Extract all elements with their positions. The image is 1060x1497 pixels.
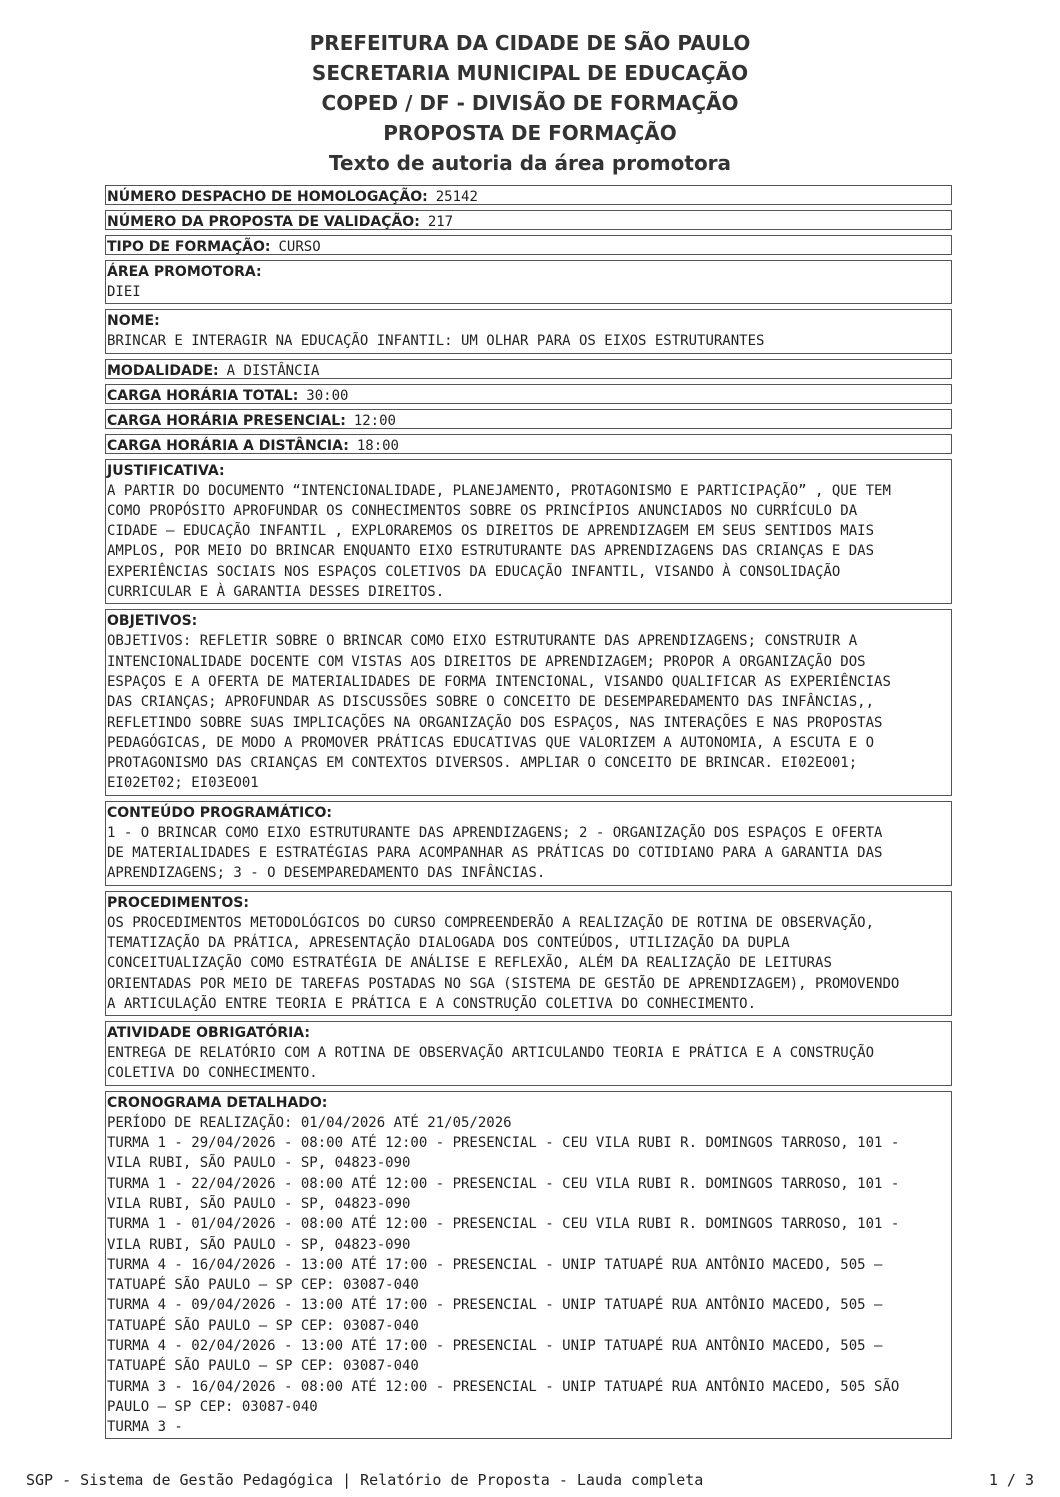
field-value: 1 - O BRINCAR COMO EIXO ESTRUTURANTE DAS APRENDIZAGENS; 2 - ORGANIZAÇÃO DOS ESPAÇOS E OFERTA DE MATERIALIDADES E ESTRATÉGIAS PARA ACOMPANHAR AS PRÁTICAS DO COTIDIANO PARA A GARANTIA DAS APRENDIZAGENS; 3 - O DESEMPAREDAMENTO DAS INFÂNCIAS. bbox=[107, 824, 883, 882]
field-justificativa bbox=[105, 459, 952, 605]
field-label: CONTEÚDO PROGRAMÁTICO: bbox=[107, 804, 333, 821]
field-value: OS PROCEDIMENTOS METODOLÓGICOS DO CURSO COMPREENDERÃO A REALIZAÇÃO DE ROTINA DE OBSERVAÇÃO, TEMATIZAÇÃO DA PRÁTICA, APRESENTAÇÃO DIALOGADA DOS CONTEÚDOS, UTILIZAÇÃO DA DUPLA CONCEITUALIZAÇÃO COMO ESTRATÉGIA DE ANÁLISE E REFLEXÃO, ALÉM DA REALIZAÇÃO DE LEITURAS ORIENTADAS POR MEIO DE TAREFAS POSTADAS NO SGA (SISTEMA DE GESTÃO DE APRENDIZAGEM), PROMOVENDO A ARTICULAÇÃO ENTRE TEORIA E PRÁTICA E A CONSTRUÇÃO COLETIVA DO CONHECIMENTO. bbox=[107, 914, 900, 1012]
header-prefeitura: PREFEITURA DA CIDADE DE SÃO PAULO bbox=[309, 31, 751, 55]
field-label: ATIVIDADE OBRIGATÓRIA: bbox=[107, 1025, 310, 1042]
field-carga-presencial bbox=[105, 409, 952, 429]
field-value: 25142 bbox=[435, 189, 478, 205]
field-label: ÁREA PROMOTORA: bbox=[107, 264, 262, 280]
header-secretaria: SECRETARIA MUNICIPAL DE EDUCAÇÃO bbox=[311, 61, 749, 85]
field-value: 12:00 bbox=[353, 412, 396, 429]
field-label: CRONOGRAMA DETALHADO: bbox=[107, 1094, 328, 1111]
field-conteudo bbox=[105, 801, 952, 886]
field-area bbox=[105, 260, 952, 304]
field-value: ENTREGA DE RELATÓRIO COM A ROTINA DE OBSERVAÇÃO ARTICULANDO TEORIA E PRÁTICA E A CONSTRUÇÃO COLETIVA DO CONHECIMENTO. bbox=[107, 1045, 875, 1082]
field-carga-distancia bbox=[105, 434, 952, 454]
field-value: PERÍODO DE REALIZAÇÃO: 01/04/2026 ATÉ 21/05/2026 TURMA 1 - 29/04/2026 - 08:00 ATÉ 12:00 - PRESENCIAL - CEU VILA RUBI R. DOMINGOS TARROSO, 101 - VILA RUBI, SÃO PAULO - SP, 04823-090 TURMA 1 - 22/04/2026 - 08:00 ATÉ 12:00 - PRESENCIAL - CEU VILA RUBI R. DOMINGOS TARROSO, 101 - VILA RUBI, SÃO PAULO - SP, 04823-090 TURMA 1 - 01/04/2026 - 08:00 ATÉ 12:00 - PRESENCIAL - CEU VILA RUBI R. DOMINGOS TARROSO, 101 - VILA RUBI, SÃO PAULO - SP, 04823-090 TURMA 4 - 16/04/2026 - 13:00 ATÉ 17:00 - PRESENCIAL - UNIP TATUAPÉ RUA ANTÔNIO MACEDO, 505 – TATUAPÉ SÃO PAULO – SP CEP: 03087-040 TURMA 4 - 09/04/2026 - 13:00 ATÉ 17:00 - PRESENCIAL - UNIP TATUAPÉ RUA ANTÔNIO MACEDO, 505 – TATUAPÉ SÃO PAULO – SP CEP: 03087-040 TURMA 4 - 02/04/2026 - 13:00 ATÉ 17:00 - PRESENCIAL - UNIP TATUAPÉ RUA ANTÔNIO MACEDO, 505 – TATUAPÉ SÃO PAULO – SP CEP: 03087-040 TURMA 3 - 16/04/2026 - 08:00 ATÉ 12:00 - PRESENCIAL - UNIP TATUAPÉ RUA ANTÔNIO MACEDO, 505 SÃO PAULO – SP CEP: 03087-040 TURMA 3 - bbox=[107, 1114, 900, 1436]
field-atividade bbox=[105, 1021, 952, 1086]
page-footer bbox=[26, 1471, 1034, 1489]
field-despacho bbox=[105, 185, 952, 205]
field-label: OBJETIVOS: bbox=[107, 613, 198, 630]
page-number: 1 / 3 bbox=[988, 1471, 1034, 1489]
field-value: 30:00 bbox=[306, 387, 349, 404]
field-label: NÚMERO DA PROPOSTA DE VALIDAÇÃO: bbox=[107, 214, 420, 230]
field-value: DIEI bbox=[107, 284, 141, 300]
field-value: A PARTIR DO DOCUMENTO “INTENCIONALIDADE, PLANEJAMENTO, PROTAGONISMO E PARTICIPAÇÃO” , QUE TEM COMO PROPÓSITO APROFUNDAR OS CONHECIMENTOS SOBRE OS PRINCÍPIOS ANUNCIADOS NO CURRÍCULO DA CIDADE – EDUCAÇÃO INFANTIL , EXPLORAREMOS OS DIREITOS DE APRENDIZAGEM EM SEUS SENTIDOS MAIS AMPLOS, POR MEIO DO BRINCAR ENQUANTO EIXO ESTRUTURANTE DAS APRENDIZAGENS DAS CRIANÇAS E DAS EXPERIÊNCIAS SOCIAIS NOS ESPAÇOS COLETIVOS DA EDUCAÇÃO INFANTIL, VISANDO À CONSOLIDAÇÃO CURRICULAR E À GARANTIA DESSES DIREITOS. bbox=[107, 482, 891, 601]
field-value: CURSO bbox=[278, 239, 321, 255]
field-value: OBJETIVOS: REFLETIR SOBRE O BRINCAR COMO EIXO ESTRUTURANTE DAS APRENDIZAGENS; CONSTRUIR A INTENCIONALIDADE DOCENTE COM VISTAS AOS DIREITOS DE APRENDIZAGEM; PROPOR A ORGANIZAÇÃO DOS ESPAÇOS E A OFERTA DE MATERIALIDADES DE FORMA INTENCIONAL, VISANDO QUALIFICAR AS EXPERIÊNCIAS DAS CRIANÇAS; APROFUNDAR AS DISCUSSÕES SOBRE O CONCEITO DE DESEMPAREDAMENTO DAS INFÂNCIAS,, REFLETINDO SOBRE SUAS IMPLICAÇÕES NA ORGANIZAÇÃO DOS ESPAÇOS, NAS INTERAÇÕES E NAS PROPOSTAS PEDAGÓGICAS, DE MODO A PROMOVER PRÁTICAS EDUCATIVAS QUE VALORIZEM A AUTONOMIA, A ESCUTA E O PROTAGONISMO DAS CRIANÇAS EM CONTEXTOS DIVERSOS. AMPLIAR O CONCEITO DE BRINCAR. EI02EO01; EI02ET02; EI03EO01 bbox=[107, 633, 891, 792]
field-label: TIPO DE FORMAÇÃO: bbox=[107, 239, 271, 255]
header-proposta: PROPOSTA DE FORMAÇÃO bbox=[383, 121, 677, 145]
field-label: CARGA HORÁRIA A DISTÂNCIA: bbox=[107, 437, 349, 454]
field-label: PROCEDIMENTOS: bbox=[107, 894, 249, 911]
header-autoria: Texto de autoria da área promotora bbox=[328, 151, 732, 175]
field-label: JUSTIFICATIVA: bbox=[107, 462, 225, 479]
field-value: BRINCAR E INTERAGIR NA EDUCAÇÃO INFANTIL: UM OLHAR PARA OS EIXOS ESTRUTURANTES bbox=[107, 333, 765, 350]
proposal-sections bbox=[105, 185, 952, 1444]
footer-title: SGP - Sistema de Gestão Pedagógica | Relatório de Proposta - Lauda completa bbox=[26, 1471, 704, 1489]
field-label: NÚMERO DESPACHO DE HOMOLOGAÇÃO: bbox=[107, 189, 428, 205]
field-carga-total bbox=[105, 384, 952, 404]
field-cronograma bbox=[105, 1091, 952, 1440]
document-header bbox=[0, 0, 1060, 178]
field-label: NOME: bbox=[107, 313, 160, 330]
field-proposta bbox=[105, 210, 952, 230]
header-divisao: COPED / DF - DIVISÃO DE FORMAÇÃO bbox=[321, 91, 739, 115]
field-label: CARGA HORÁRIA TOTAL: bbox=[107, 387, 299, 404]
field-nome bbox=[105, 309, 952, 353]
field-value: 217 bbox=[427, 214, 454, 230]
field-objetivos bbox=[105, 609, 952, 795]
field-label: MODALIDADE: bbox=[107, 362, 219, 379]
field-value: 18:00 bbox=[356, 437, 399, 454]
field-tipo bbox=[105, 235, 952, 255]
field-modalidade bbox=[105, 359, 952, 379]
field-label: CARGA HORÁRIA PRESENCIAL: bbox=[107, 412, 346, 429]
field-procedimentos bbox=[105, 891, 952, 1016]
field-value: A DISTÂNCIA bbox=[226, 362, 320, 379]
